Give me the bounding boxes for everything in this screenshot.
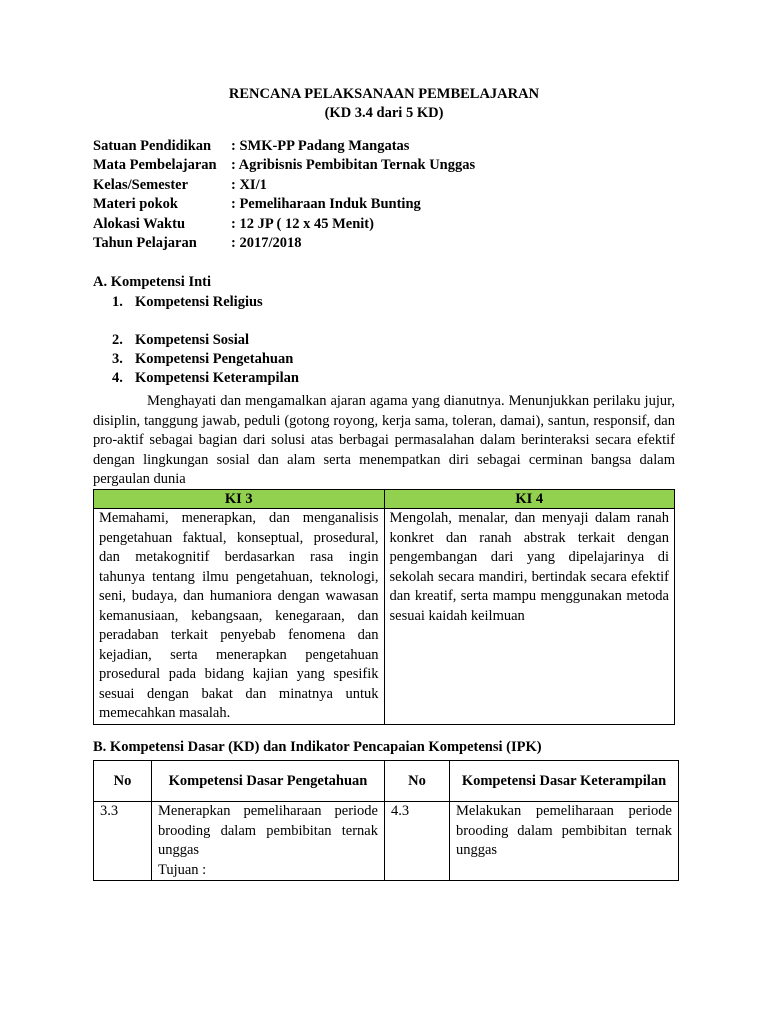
ki-list-item xyxy=(112,351,299,370)
kd-header-pengetahuan: Kompetensi Dasar Pengetahuan xyxy=(152,761,385,802)
ki4-header: KI 4 xyxy=(384,490,675,509)
table-row xyxy=(94,802,679,881)
ki4-cell: Mengolah, menalar, dan menyaji dalam ranah konkret dan ranah abstrak terkait dengan pengembangan dari yang dipelajarinya di sekolah secara mandiri, bertindak secara efektif dan kreatif, serta mampu menggunakan metoda sesuai kaidah keilmuan xyxy=(384,509,675,725)
ki-list-item xyxy=(112,294,263,313)
info-block xyxy=(93,138,475,254)
info-value: : 12 JP ( 12 x 45 Menit) xyxy=(231,215,374,232)
document-subtitle: (KD 3.4 dari 5 KD) xyxy=(324,105,444,121)
info-label: Materi pokok xyxy=(93,196,178,213)
kd-pengetahuan-cell xyxy=(152,802,385,881)
ki-number: 1. xyxy=(112,294,123,310)
info-label: Mata Pembelajaran xyxy=(93,157,217,174)
kd-no-cell: 3.3 xyxy=(94,802,152,881)
ki3-cell: Memahami, menerapkan, dan menganalisis pengetahuan faktual, konseptual, prosedural, dan metakognitif berdasarkan rasa ingin tahunya tentang ilmu pengetahuan, teknologi, seni, budaya, dan humaniora dengan wawasan kemanusiaan, kebangsaan, kenegaraan, dan peradaban terkait penyebab fenomena dan kejadian, serta menerapkan pengetahuan prosedural pada bidang kajian yang spesifik sesuai dengan bakat dan minatnya untuk memecahkan masalah. xyxy=(94,509,385,725)
info-label: Satuan Pendidikan xyxy=(93,138,212,154)
kd-header-no: No xyxy=(94,761,152,802)
document-title: RENCANA PELAKSANAAN PEMBELAJARAN xyxy=(228,86,540,102)
info-row xyxy=(93,138,475,157)
ki-label: Kompetensi Sosial xyxy=(135,332,249,348)
kd-header-no: No xyxy=(385,761,450,802)
info-label: Tahun Pelajaran xyxy=(93,234,197,251)
ki-label: Kompetensi Religius xyxy=(135,294,263,310)
ki-list-item xyxy=(112,332,299,351)
kd-no-cell: 4.3 xyxy=(385,802,450,881)
info-label: Alokasi Waktu xyxy=(93,215,186,232)
kd-table xyxy=(93,760,679,881)
info-value: : Agribisnis Pembibitan Ternak Unggas xyxy=(231,157,476,174)
kd-keterampilan-cell: Melakukan pemeliharaan periode brooding dalam pembibitan ternak unggas xyxy=(450,802,679,881)
ki-number: 3. xyxy=(112,351,123,367)
info-value: : XI/1 xyxy=(231,176,267,193)
ki-paragraph-text: Menghayati dan mengamalkan ajaran agama yang dianutnya. Menunjukkan perilaku jujur, disiplin, tanggung jawab, peduli (gotong royong, kerja sama, toleran, damai), santun, responsif, dan pro-aktif sebagai bagian dari solusi atas berbagai permasalahan dalam berinteraksi secara efektif dengan lingkungan sosial dan alam serta menempatkan diri sebagai cerminan bangsa dalam pergaulan dunia xyxy=(93,393,675,487)
info-row xyxy=(93,177,475,196)
info-row xyxy=(93,216,475,235)
ki-list xyxy=(112,332,299,389)
ki-table xyxy=(93,489,675,725)
ki-number: 2. xyxy=(112,332,123,348)
info-value: : 2017/2018 xyxy=(231,234,302,251)
info-value: : Pemeliharaan Induk Bunting xyxy=(231,196,421,213)
info-row xyxy=(93,157,475,176)
kd-pengetahuan-text: Menerapkan pemeliharaan periode brooding dalam pembibitan ternak unggas xyxy=(158,803,378,858)
ki-label: Kompetensi Keterampilan xyxy=(135,370,299,386)
info-label: Kelas/Semester xyxy=(93,176,189,193)
kd-header-keterampilan: Kompetensi Dasar Keterampilan xyxy=(450,761,679,802)
section-b-heading: B. Kompetensi Dasar (KD) dan Indikator Pencapaian Kompetensi (IPK) xyxy=(93,739,542,755)
section-a-heading: A. Kompetensi Inti xyxy=(93,274,212,290)
info-row xyxy=(93,196,475,215)
info-row xyxy=(93,235,475,254)
kd-tujuan-text: Tujuan : xyxy=(158,861,207,878)
ki-number: 4. xyxy=(112,370,123,386)
ki3-header: KI 3 xyxy=(94,490,385,509)
ki-label: Kompetensi Pengetahuan xyxy=(135,351,294,367)
ki-list-item xyxy=(112,370,299,389)
ki-paragraph xyxy=(93,392,675,490)
info-value: : SMK-PP Padang Mangatas xyxy=(231,138,410,154)
